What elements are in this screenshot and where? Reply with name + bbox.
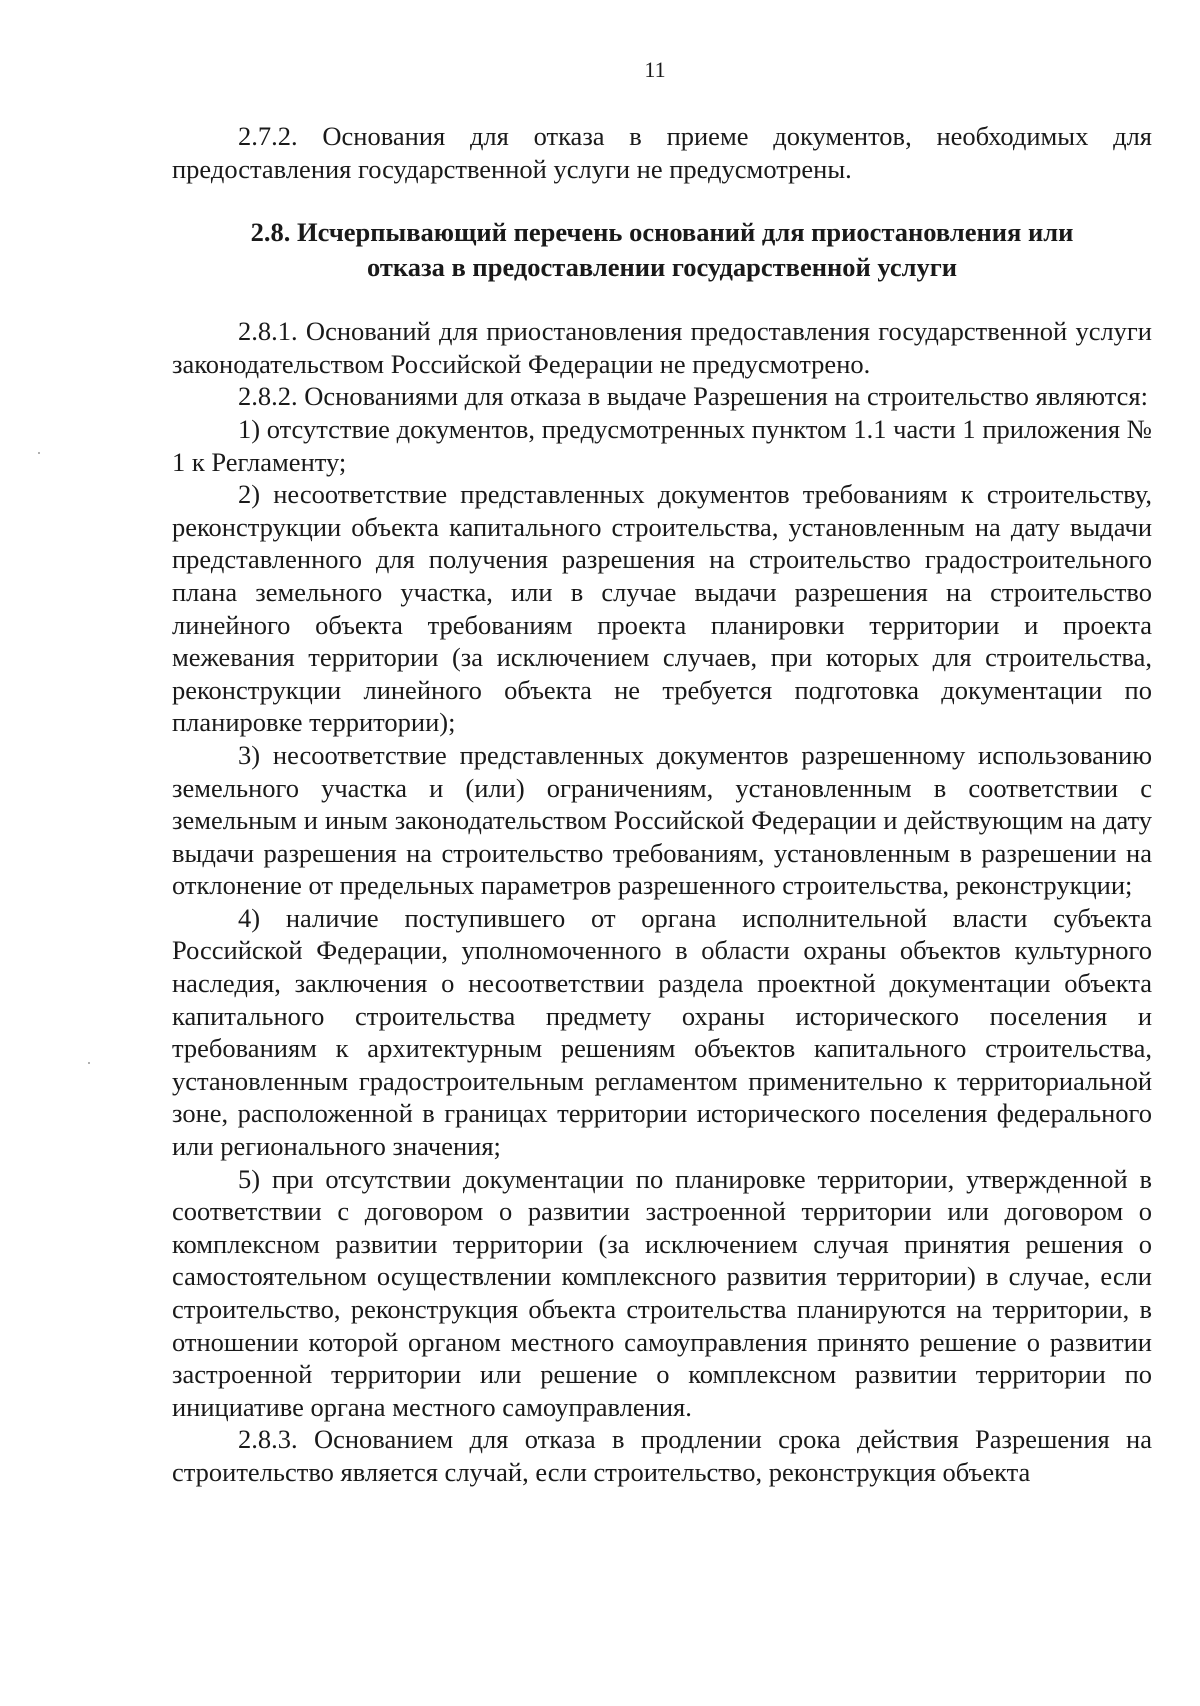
list-item-1: 1) отсутствие документов, предусмотренных пунктом 1.1 части 1 приложения № 1 к Регламенту; [172,413,1152,477]
scan-speck [38,452,40,454]
list-item-4: 4) наличие поступившего от органа исполнительной власти субъекта Российской Федерации, уполномоченного в области охраны объектов культурного наследия, заключения о несоответствии раздела проектной документации объекта капитального строительства предмету охраны исторического поселения и требованиям к архитектурным решениям объектов капитального строительства, установленным градостроительным регламентом применительно к территориальной зоне, расположенной в границах территории исторического поселения федерального или регионального значения; [172,902,1152,1162]
page-number: 11 [644,57,666,82]
section-heading-2-8 [172,215,1152,285]
paragraph-2-8-3: 2.8.3. Основанием для отказа в продлении срока действия Разрешения на строительство является случай, если строительство, реконструкция объекта [172,1424,1152,1487]
section-heading-line-1: 2.8. Исчерпывающий перечень оснований для приостановления или [250,217,1074,248]
section-heading-line-2: отказа в предоставлении государственной услуги [366,252,958,283]
list-item-2: 2) несоответствие представленных документов требованиям к строительству, реконструкции объекта капитального строительства, установленным на дату выдачи представленного для получения разрешения на строительство градостроительного плана земельного участка, или в случае выдачи разрешения на строительство линейного объекта требованиям проекта планировки территории и проекта межевания территории (за исключением случаев, при которых для строительства, реконструкции линейного объекта не требуется подготовка документации по планировке территории); [172,479,1152,738]
paragraph-2-8-1: 2.8.1. Оснований для приостановления предоставления государственной услуги законодательством Российской Федерации не предусмотрено. [172,316,1152,379]
paragraph-2-8-2: 2.8.2. Основаниями для отказа в выдаче Разрешения на строительство являются: [238,381,1148,412]
paragraph-2-7-2: 2.7.2. Основания для отказа в приеме документов, необходимых для предоставления государственной услуги не предусмотрены. [172,121,1152,184]
list-item-3: 3) несоответствие представленных документов разрешенному использованию земельного участка и (или) ограничениям, установленным в соответствии с земельным и иным законодательством Российской Федерации и действующим на дату выдачи разрешения на строительство требованиям, установленным в разрешении на отклонение от предельных параметров разрешенного строительства, реконструкции; [172,739,1152,901]
document-body [172,120,1152,1489]
scan-speck [88,1062,90,1064]
list-item-5: 5) при отсутствии документации по планировке территории, утвержденной в соответствии с договором о развитии застроенной территории или договором о комплексном развитии территории (за исключением случая принятия решения о самостоятельном осуществлении комплексного развития территории) в случае, если строительство, реконструкция объекта строительства планируются на территории, в отношении которой органом местного самоуправления принято решение о развитии застроенной территории или решение о комплексном развитии территории по инициативе органа местного самоуправления. [172,1163,1152,1422]
